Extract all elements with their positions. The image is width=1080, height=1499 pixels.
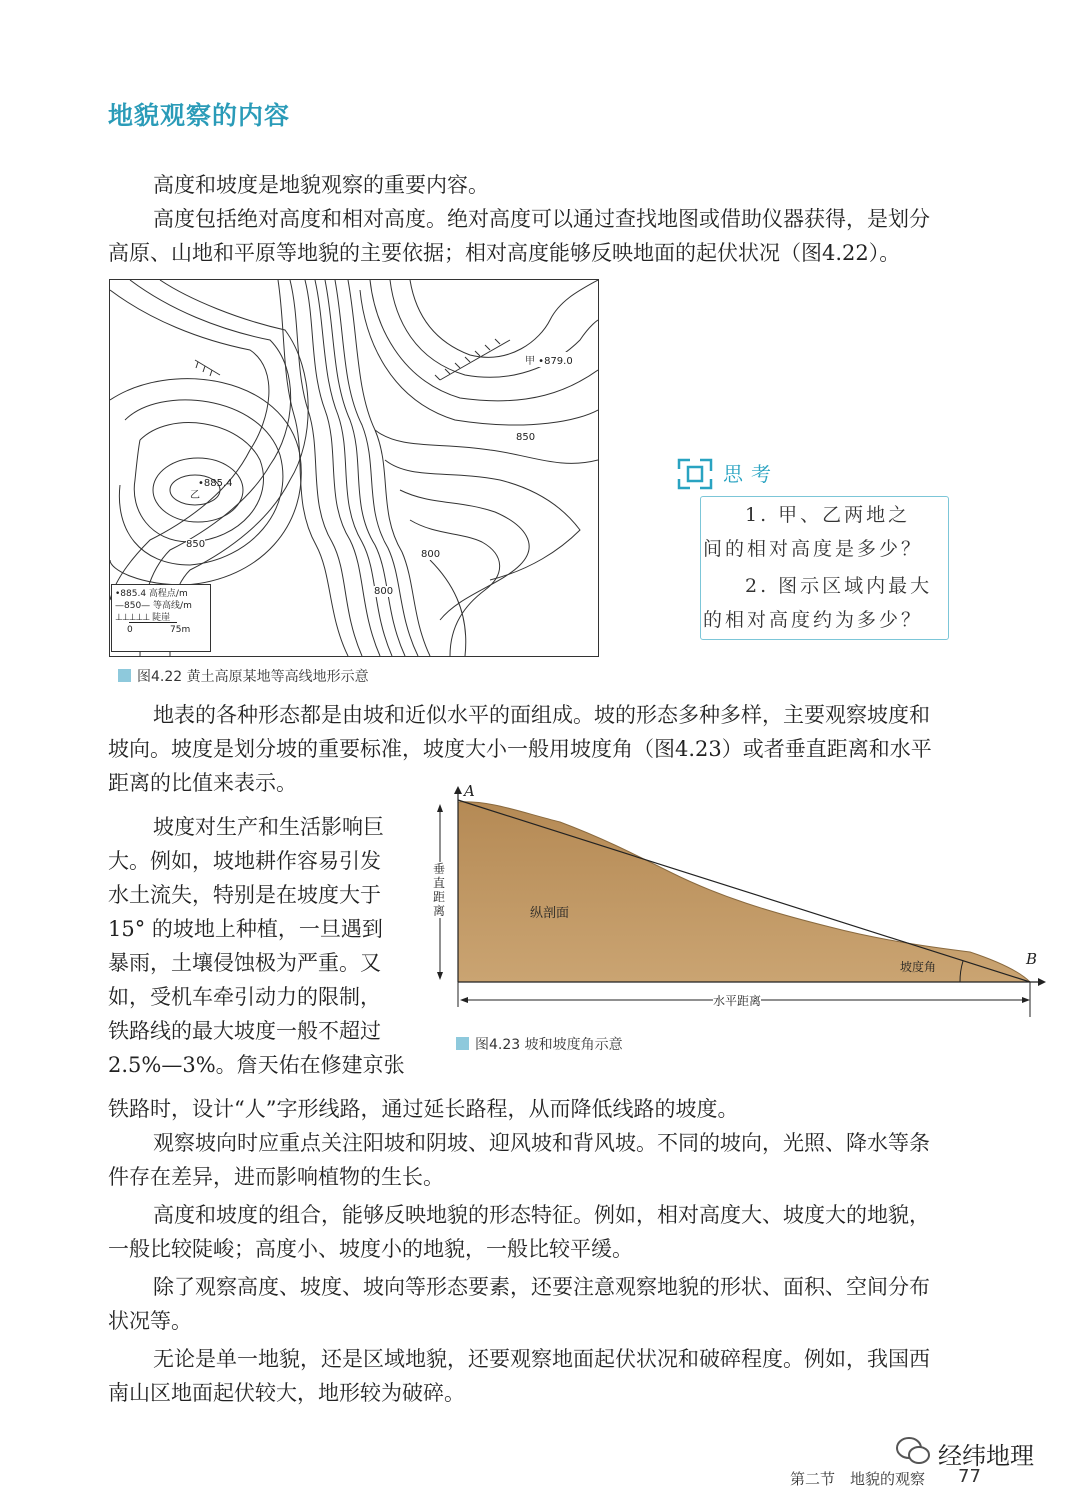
brand-watermark: 经纬地理 (938, 1442, 1034, 1470)
paragraph-4-line-4: 15° 的坡地上种植，一旦遇到 (108, 917, 383, 941)
paragraph-7-line-2: 状况等。 (108, 1309, 192, 1333)
scale-zero: 0 (127, 625, 133, 635)
figure-4-22-caption (118, 666, 369, 686)
paragraph-6-line-1: 高度和坡度的组合，能够反映地貌的形态特征。例如，相对高度大、坡度大的地貌， (153, 1203, 930, 1227)
legend-scarp: ⊥⊥⊥⊥⊥ 陡崖 (115, 613, 171, 623)
think-q1-line-2: 间的相对高度是多少？ (703, 538, 924, 560)
think-q1-line-1: 1. 甲、乙两地之 (745, 504, 911, 526)
point-jia-label: 甲 •879.0 (525, 352, 573, 367)
profile-label: 纵剖面 (530, 906, 570, 921)
paragraph-4-last-line: 铁路时，设计“人”字形线路，通过延长路程，从而降低线路的坡度。 (108, 1097, 739, 1121)
figure-4-22-caption-text: 图4.22 黄土高原某地等高线地形示意 (137, 669, 369, 685)
slope-figure-drawing (430, 782, 1050, 1022)
figure-4-23-caption-text: 图4.23 坡和坡度角示意 (475, 1037, 623, 1053)
paragraph-1: 高度和坡度是地貌观察的重要内容。 (153, 173, 489, 197)
point-a-label: A (464, 782, 475, 800)
paragraph-4-line-8: 2.5%—3%。詹天佑在修建京张 (108, 1053, 405, 1077)
scale-bar (129, 622, 177, 623)
point-yi-value: •885.4 (198, 478, 233, 489)
paragraph-3-line-2: 坡向。坡度是划分坡的重要标准，坡度大小一般用坡度角（图4.23）或者垂直距离和水平 (108, 737, 932, 761)
paragraph-4-line-3: 水土流失，特别是在坡度大于 (108, 883, 381, 907)
scale-75: 75m (170, 625, 191, 635)
contour-label-850-right: 850 (516, 432, 536, 443)
contour-label-800-upper: 800 (421, 549, 441, 560)
point-yi-label: 乙 (190, 490, 200, 501)
think-title: 思考 (723, 462, 779, 486)
paragraph-5-line-1: 观察坡向时应重点关注阳坡和阴坡、迎风坡和背风坡。不同的坡向，光照、降水等条 (153, 1131, 930, 1155)
paragraph-6-line-2: 一般比较陡峻；高度小、坡度小的地貌，一般比较平缓。 (108, 1237, 633, 1261)
contour-label-800-lower: 800 (374, 586, 394, 597)
think-q2-line-1: 2. 图示区域内最大 (745, 575, 933, 597)
paragraph-4-wrapped (108, 810, 418, 1082)
point-b-label: B (1026, 950, 1038, 968)
section-title: 地貌观察的内容 (108, 101, 291, 130)
paragraph-2-line-1: 高度包括绝对高度和相对高度。绝对高度可以通过查找地图或借助仪器获得，是划分 (153, 207, 930, 231)
think-q2-line-2: 的相对高度约为多少？ (703, 609, 924, 631)
slope-angle-label: 坡度角 (900, 960, 937, 974)
paragraph-5-line-2: 件存在差异，进而影响植物的生长。 (108, 1165, 444, 1189)
paragraph-3-line-3: 距离的比值来表示。 (108, 771, 297, 795)
paragraph-4-line-6: 如，受机车牵引动力的限制， (108, 985, 381, 1009)
contour-label-850-left: 850 (186, 539, 206, 550)
map-legend (111, 584, 211, 652)
paragraph-4-line-5: 暴雨，土壤侵蚀极为严重。又 (108, 951, 381, 975)
legend-scale (115, 624, 207, 638)
page-number: 77 (958, 1466, 981, 1487)
paragraph-2-line-2: 高原、山地和平原等地貌的主要依据；相对高度能够反映地面的起伏状况（图4.22）。 (108, 241, 901, 265)
vertical-distance-label: 垂直距离 (433, 862, 446, 918)
legend-contour: —850— 等高线/m (115, 601, 192, 611)
footer-chapter: 第二节 地貌的观察 (790, 1470, 926, 1488)
legend-elevation-point: •885.4 高程点/m (115, 589, 188, 599)
slope-figure (430, 782, 1050, 1022)
paragraph-8-line-1: 无论是单一地貌，还是区域地貌，还要观察地面起伏状况和破碎程度。例如，我国西 (153, 1347, 930, 1371)
caption-marker-2 (456, 1037, 469, 1050)
figure-4-23-caption (456, 1034, 623, 1054)
legend-scarp-label: 陡崖 (152, 613, 171, 623)
wechat-icon (895, 1436, 931, 1470)
paragraph-4-line-2: 大。例如，坡地耕作容易引发 (108, 849, 381, 873)
paragraph-4-line-1: 坡度对生产和生活影响巨 (153, 815, 384, 839)
horizontal-distance-label: 水平距离 (713, 994, 762, 1008)
caption-marker (118, 669, 131, 682)
paragraph-8-line-2: 南山区地面起伏较大，地形较为破碎。 (108, 1381, 465, 1405)
paragraph-4-line-7: 铁路线的最大坡度一般不超过 (108, 1019, 381, 1043)
paragraph-3-line-1: 地表的各种形态都是由坡和近似水平的面组成。坡的形态多种多样，主要观察坡度和 (153, 703, 930, 727)
paragraph-7-line-1: 除了观察高度、坡度、坡向等形态要素，还要注意观察地貌的形状、面积、空间分布 (153, 1275, 930, 1299)
think-icon (676, 457, 714, 495)
